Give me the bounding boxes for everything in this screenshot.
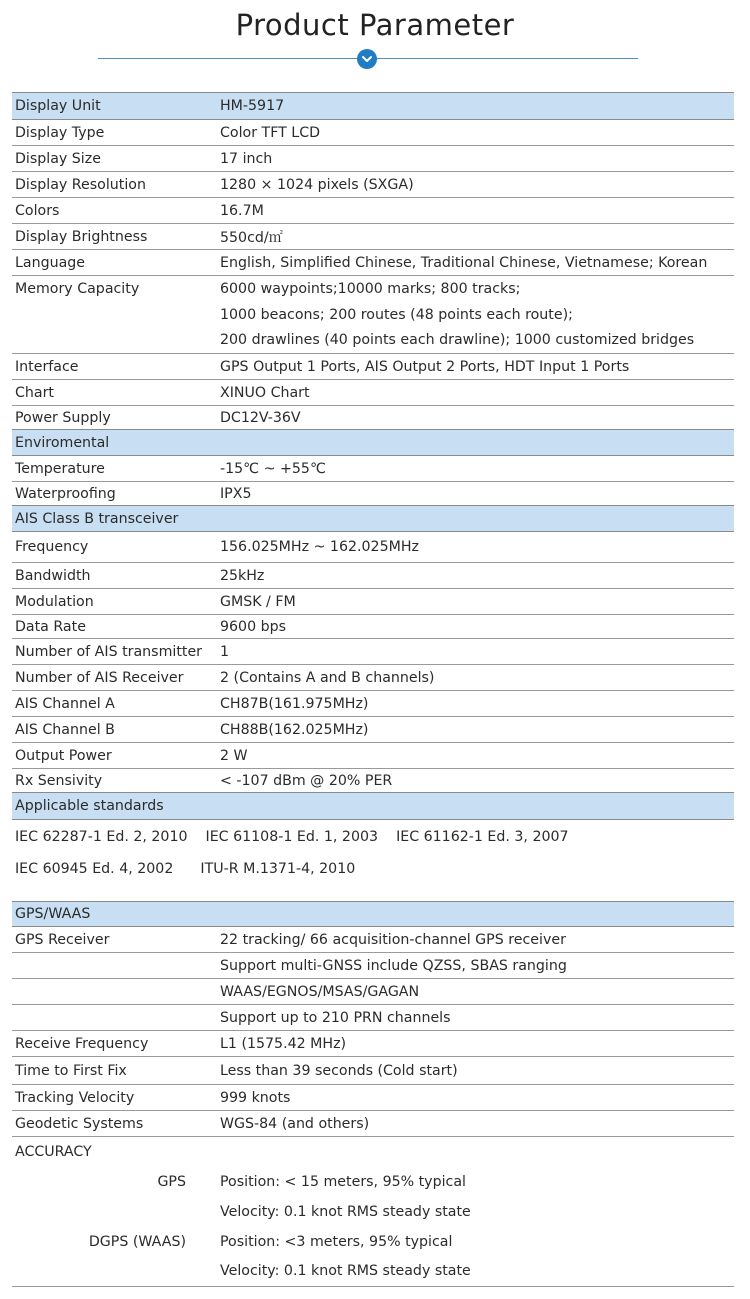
row-label: Geodetic Systems xyxy=(12,1111,220,1137)
row-value: GPS Output 1 Ports, AIS Output 2 Ports, HDT Input 1 Ports xyxy=(220,354,734,380)
table-row xyxy=(12,615,734,639)
table-row xyxy=(12,120,734,146)
table-row-memory xyxy=(12,302,734,328)
row-value: XINUO Chart xyxy=(220,380,734,406)
row-value: 17 inch xyxy=(220,146,734,172)
accuracy-gps-label: GPS xyxy=(157,1173,186,1190)
row-value: < -107 dBm @ 20% PER xyxy=(220,772,393,789)
row-value: 9600 bps xyxy=(220,615,734,639)
row-value: 2 (Contains A and B channels) xyxy=(220,665,734,691)
section-title: GPS/WAAS xyxy=(12,902,220,927)
table-row-memory xyxy=(12,328,734,354)
row-label: GPS Receiver xyxy=(12,927,220,953)
row-label: Temperature xyxy=(12,456,220,482)
row-label: Display Brightness xyxy=(12,224,220,250)
standards-line: IEC 60945 Ed. 4, 2002 ITU-R M.1371-4, 2010 xyxy=(15,860,356,877)
row-value: 1000 beacons; 200 routes (48 points each route); xyxy=(220,306,573,323)
row-label: Output Power xyxy=(12,743,220,769)
row-label: Power Supply xyxy=(15,409,111,426)
table-row xyxy=(12,532,734,563)
table-row xyxy=(12,1057,734,1085)
accuracy-row xyxy=(12,1227,734,1257)
section-header-gps xyxy=(12,902,734,927)
table-row xyxy=(12,717,734,743)
row-value: Velocity: 0.1 knot RMS steady state xyxy=(220,1257,734,1287)
table-row xyxy=(12,665,734,691)
row-value: 16.7M xyxy=(220,198,734,224)
row-label: Modulation xyxy=(12,589,220,615)
section-title: Applicable standards xyxy=(12,793,220,820)
row-value: WAAS/EGNOS/MSAS/GAGAN xyxy=(220,979,734,1005)
row-label: Display Size xyxy=(12,146,220,172)
row-label: Data Rate xyxy=(12,615,220,639)
row-label: ACCURACY xyxy=(15,1143,92,1160)
row-label: Time to First Fix xyxy=(12,1057,220,1085)
section-title: Display Unit xyxy=(12,93,220,120)
row-value: 1 xyxy=(220,639,734,665)
row-label: Bandwidth xyxy=(12,563,220,589)
table-row-memory xyxy=(12,276,734,302)
row-value: Less than 39 seconds (Cold start) xyxy=(220,1057,734,1085)
row-label: Rx Sensivity xyxy=(15,772,103,789)
row-value: DC12V-36V xyxy=(220,409,301,426)
section-title: Enviromental xyxy=(12,430,220,456)
standards-line: IEC 62287-1 Ed. 2, 2010 IEC 61108-1 Ed. 1, 2003 IEC 61162-1 Ed. 3, 2007 xyxy=(15,828,569,845)
row-value: WGS-84 (and others) xyxy=(220,1111,734,1137)
row-value: 200 drawlines (40 points each drawline); 1000 customized bridges xyxy=(220,328,734,354)
row-value: Position: <3 meters, 95% typical xyxy=(220,1233,453,1250)
row-label: Colors xyxy=(12,198,220,224)
table-row xyxy=(12,354,734,380)
section-header-display xyxy=(12,93,734,120)
row-value: IPX5 xyxy=(220,485,252,502)
accuracy-row xyxy=(12,1257,734,1287)
row-value: Support multi-GNSS include QZSS, SBAS ranging xyxy=(220,953,734,979)
row-value: 156.025MHz ~ 162.025MHz xyxy=(220,532,734,563)
table-row xyxy=(12,1031,734,1057)
table-row xyxy=(12,146,734,172)
row-label: Waterproofing xyxy=(15,485,116,502)
row-label: Display Type xyxy=(12,120,220,146)
table-row xyxy=(12,380,734,406)
row-label: Language xyxy=(12,250,220,276)
row-value: 25kHz xyxy=(220,563,734,589)
table-row xyxy=(12,589,734,615)
table-row xyxy=(12,406,734,430)
table-row-receiver xyxy=(12,927,734,953)
model-number: HM-5917 xyxy=(220,93,734,120)
table-row xyxy=(12,691,734,717)
row-value: 6000 waypoints;10000 marks; 800 tracks; xyxy=(220,280,521,297)
accuracy-row xyxy=(12,1137,734,1167)
table-row xyxy=(12,743,734,769)
row-value: CH87B(161.975MHz) xyxy=(220,691,734,717)
row-label: Frequency xyxy=(12,532,220,563)
table-row xyxy=(12,1111,734,1137)
row-value: 2 W xyxy=(220,743,734,769)
row-value: Support up to 210 PRN channels xyxy=(220,1005,734,1031)
table-row xyxy=(12,198,734,224)
accuracy-row xyxy=(12,1167,734,1197)
standards-row xyxy=(12,820,734,854)
row-value: Color TFT LCD xyxy=(220,120,734,146)
row-label: AIS Channel B xyxy=(12,717,220,743)
section-header-standards xyxy=(12,793,734,820)
row-label: Display Resolution xyxy=(12,172,220,198)
section-header-environmental xyxy=(12,430,734,456)
row-label: Tracking Velocity xyxy=(12,1085,220,1111)
section-header-ais xyxy=(12,506,734,532)
row-value: GMSK / FM xyxy=(220,589,734,615)
table-row xyxy=(12,250,734,276)
row-value: CH88B(162.025MHz) xyxy=(220,717,734,743)
table-row xyxy=(12,769,734,793)
table-row xyxy=(12,224,734,250)
row-value: Position: < 15 meters, 95% typical xyxy=(220,1173,466,1190)
table-row-receiver xyxy=(12,953,734,979)
row-label: Memory Capacity xyxy=(15,280,140,297)
row-label: Receive Frequency xyxy=(12,1031,220,1057)
row-value: 550cd/㎡ xyxy=(220,224,734,250)
row-value: 999 knots xyxy=(220,1085,734,1111)
row-value: 22 tracking/ 66 acquisition-channel GPS receiver xyxy=(220,927,734,953)
table-row-receiver xyxy=(12,1005,734,1031)
row-label: Number of AIS transmitter xyxy=(12,639,220,665)
table-row xyxy=(12,172,734,198)
row-value: 1280 × 1024 pixels (SXGA) xyxy=(220,172,734,198)
row-label: AIS Channel A xyxy=(12,691,220,717)
row-label: Interface xyxy=(12,354,220,380)
parameter-table xyxy=(12,92,734,1287)
accuracy-row xyxy=(12,1197,734,1227)
row-value: English, Simplified Chinese, Traditional Chinese, Vietnamese; Korean xyxy=(220,250,734,276)
row-value: L1 (1575.42 MHz) xyxy=(220,1031,734,1057)
table-row xyxy=(12,639,734,665)
table-row xyxy=(12,456,734,482)
table-row xyxy=(12,1085,734,1111)
standards-row xyxy=(12,853,734,884)
table-row xyxy=(12,563,734,589)
chevron-down-icon xyxy=(357,49,377,69)
row-label: Number of AIS Receiver xyxy=(12,665,220,691)
spacer xyxy=(12,884,734,902)
accuracy-dgps-label: DGPS (WAAS) xyxy=(88,1233,186,1250)
section-title: AIS Class B transceiver xyxy=(12,506,220,532)
row-label: Chart xyxy=(12,380,220,406)
table-row xyxy=(12,482,734,506)
table-row-receiver xyxy=(12,979,734,1005)
page-title: Product Parameter xyxy=(235,8,515,42)
row-value: Velocity: 0.1 knot RMS steady state xyxy=(220,1203,471,1220)
row-value: -15℃ ~ +55℃ xyxy=(220,456,734,482)
